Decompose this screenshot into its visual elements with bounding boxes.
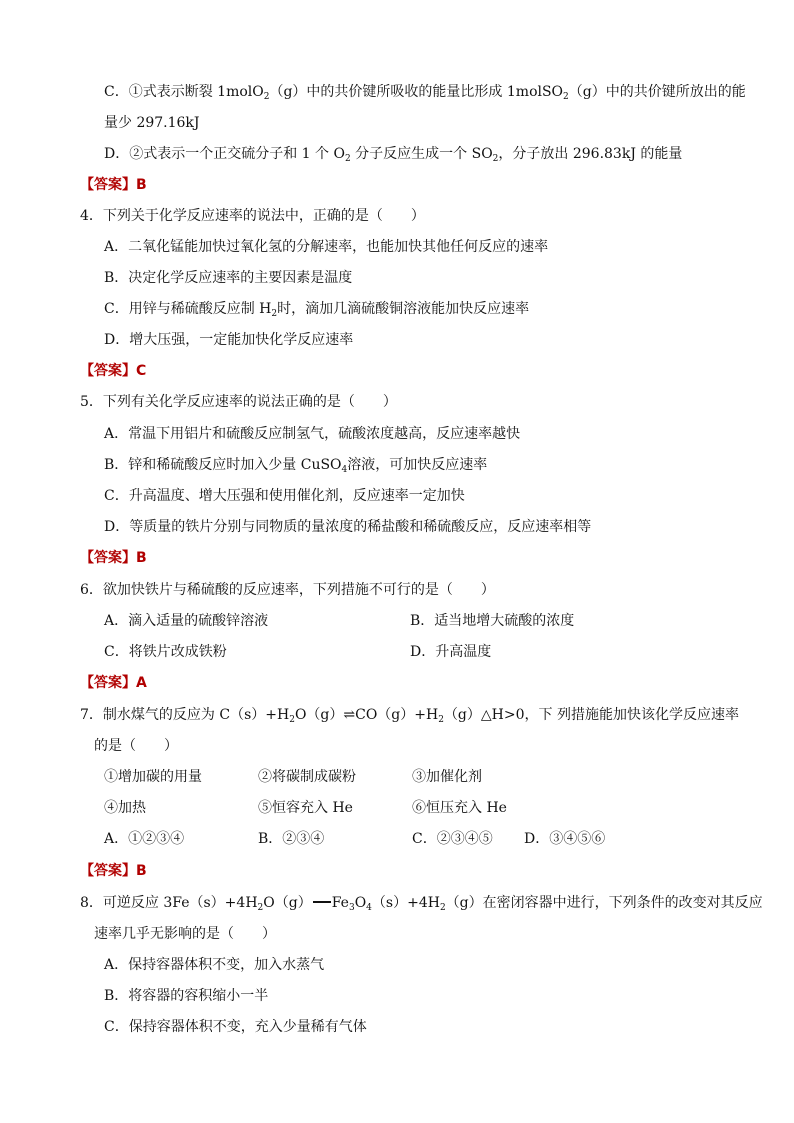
q7-measure-6: ⑥恒压充入 He [412,800,507,816]
q7-answer [80,861,147,881]
q7-measure-3: ③加催化剂 [412,769,482,785]
q6-option-b: B．适当地增大硫酸的浓度 [410,613,575,629]
q7-option-b: B．②③④ [258,831,325,847]
answer-label: 【答案】 [80,550,136,566]
q4-option-c: C．用锌与稀硫酸反应制 $H_2$时，滴加几滴硫酸铜溶液能加快反应速率 [104,301,530,319]
answer-value: C [136,363,147,379]
q7-measure-2: ②将碳制成碳粉 [258,769,356,785]
q3-option-c-text: C．①式表示断裂 1molO [104,84,264,100]
q6-option-a: A．滴入适量的硫酸锌溶液 [104,613,269,629]
q3-option-c-line2: 量少 297.16kJ [104,115,200,131]
answer-value: B [136,177,147,193]
q7-option-a: A．①②③④ [104,831,185,847]
q7-measure-1: ①增加碳的用量 [104,769,202,785]
q5-answer [80,548,147,568]
answer-label: 【答案】 [80,363,136,379]
answer-value: B [136,550,147,566]
q5-option-d: D．等质量的铁片分别与同物质的量浓度的稀盐酸和稀硫酸反应，反应速率相等 [104,519,592,535]
q3-option-c-line1: C．①式表示断裂 1molO$_2$（g）中的共价键所吸收的能量比形成 1molSO$_2$（g）中的共价键所放出的能 [104,84,746,102]
q3-answer [80,175,147,195]
q5-stem: 5．下列有关化学反应速率的说法正确的是（ ） [80,394,397,410]
q4-option-a: A．二氧化锰能加快过氧化氢的分解速率，也能加快其他任何反应的速率 [104,239,549,255]
q7-measure-5: ⑤恒容充入 He [258,800,353,816]
answer-value: B [136,863,147,879]
q7-option-d: D．③④⑤⑥ [524,831,606,847]
q5-option-b: B．锌和稀硫酸反应时加入少量 CuSO$_4$溶液，可加快反应速率 [104,457,488,475]
reversible-arrow-icon [313,901,331,903]
q8-stem-line1: 8．可逆反应 $3Fe(s)+4H_2O(g)$ $Fe_3O_4(s)+4H_2(g)$在密闭容器中进行，下列条件的改变对其反应 [80,895,763,913]
q7-stem-line2: 的是（ ） [94,738,178,754]
q7-measure-4: ④加热 [104,800,146,816]
answer-label: 【答案】 [80,863,136,879]
q8-option-a: A．保持容器体积不变，加入水蒸气 [104,957,325,973]
q6-stem: 6．欲加快铁片与稀硫酸的反应速率，下列措施不可行的是（ ） [80,582,495,598]
q3-option-d: D．②式表示一个正交硫分子和 1 个 $O_2$ 分子反应生成一个 $SO_2$，分子放出 296.83kJ 的能量 [104,146,683,164]
answer-label: 【答案】 [80,675,136,691]
q7-stem-line1: 7．制水煤气的反应为 $C(s)+H_2O(g)\rightleftharpoons CO(g)+H_2(g)\triangle H>0$，下 列措施能加快该化学反应速率 [80,707,739,725]
q6-option-d: D．升高温度 [410,644,492,660]
q8-option-c: C．保持容器体积不变，充入少量稀有气体 [104,1019,367,1035]
q8-stem-line2: 速率几乎无影响的是（ ） [94,926,276,942]
q4-answer [80,361,146,381]
answer-label: 【答案】 [80,177,136,193]
answer-value: A [136,675,147,691]
q7-option-c: C．②③④⑤ [412,831,493,847]
q6-option-c: C．将铁片改成铁粉 [104,644,227,660]
q8-option-b: B．将容器的容积缩小一半 [104,988,269,1004]
q4-option-b: B．决定化学反应速率的主要因素是温度 [104,270,353,286]
q5-option-c: C．升高温度、增大压强和使用催化剂，反应速率一定加快 [104,488,465,504]
q6-answer [80,673,147,693]
q5-option-a: A．常温下用铝片和硫酸反应制氢气，硫酸浓度越高，反应速率越快 [104,426,521,442]
q4-stem: 4．下列关于化学反应速率的说法中，正确的是（ ） [80,208,425,224]
q4-option-d: D．增大压强，一定能加快化学反应速率 [104,332,354,348]
